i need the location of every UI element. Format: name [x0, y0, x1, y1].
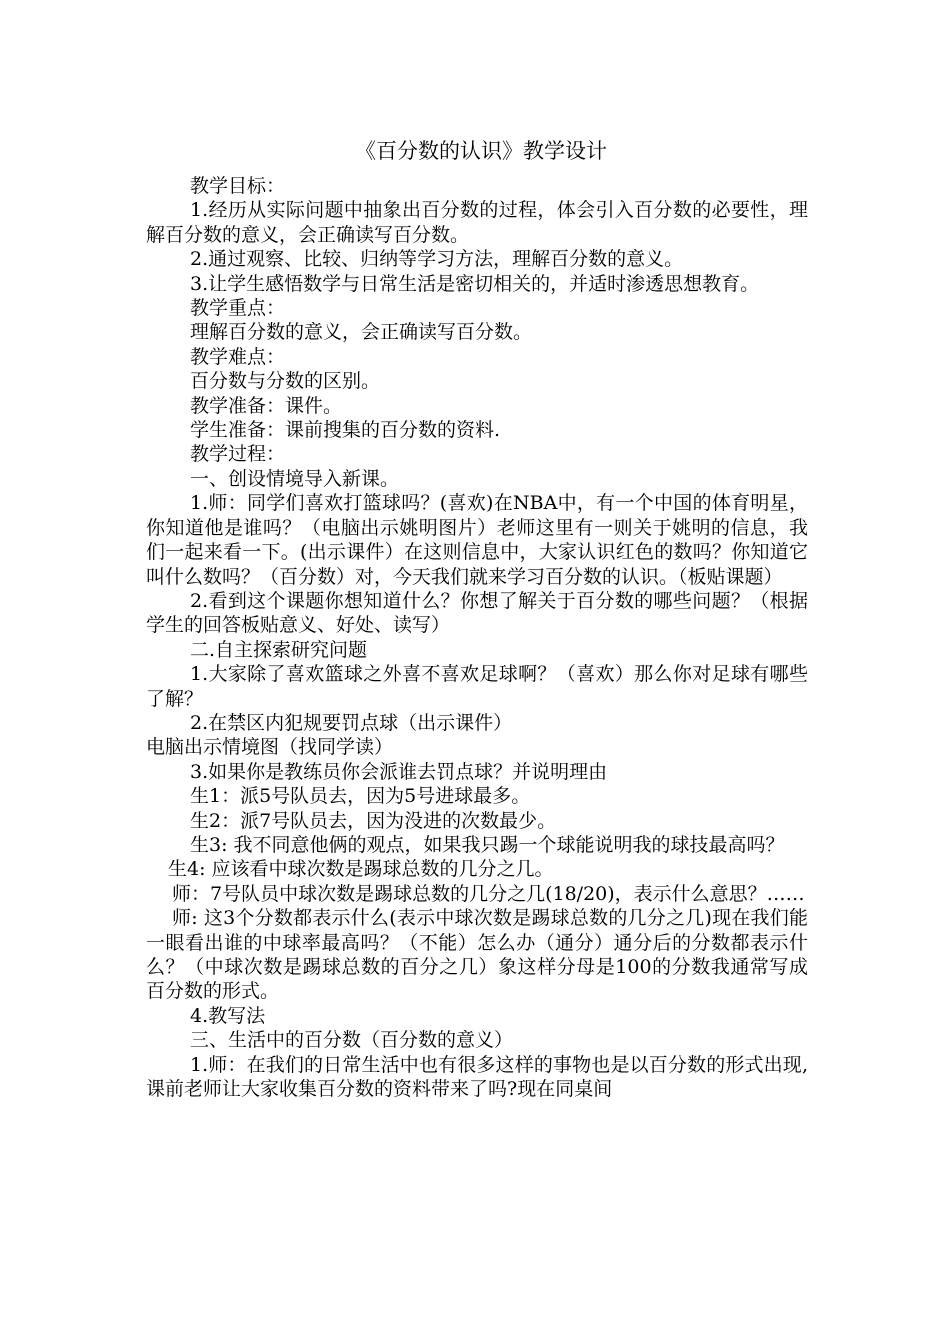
paragraph-s2-scene: 电脑出示情境图（找同学读）: [146, 736, 394, 759]
paragraph-teaching-prep: 教学准备：课件。: [190, 394, 343, 417]
paragraph-key-points-heading: 教学重点：: [190, 297, 286, 320]
paragraph-s2-item-4: 4.教写法: [190, 1004, 266, 1027]
paragraph-s1-item-1: 1.师：同学们喜欢打篮球吗？(喜欢)在NBA中，有一个中国的体育明星，你知道他是谁吗？（电脑出示姚明图片）老师这里有一则关于姚明的信息，我们一起来看一下。(出示课件）在这则信息中，大家认识红色的数吗？你知道它叫什么数吗？（百分数）对，今天我们就来学习百分数的认识。（板贴课题）: [146, 492, 808, 588]
paragraph-student-3: 生3: 我不同意他俩的观点，如果我只踢一个球能说明我的球技最高吗？: [190, 833, 785, 856]
paragraph-difficulties: 百分数与分数的区别。: [190, 370, 381, 393]
paragraph-teacher-1: 师：7号队员中球次数是踢球总数的几分之几(18/20)，表示什么意思？……: [172, 882, 805, 905]
document-title: 《百分数的认识》教学设计: [355, 139, 607, 163]
paragraph-objective-2: 2.通过观察、比较、归纳等学习方法，理解百分数的意义。: [190, 248, 684, 271]
paragraph-difficulties-heading: 教学难点：: [190, 345, 286, 368]
paragraph-section-3: 三、生活中的百分数（百分数的意义）: [190, 1029, 514, 1052]
document-page: [146, 136, 808, 1101]
paragraph-student-2: 生2：派7号队员去，因为没进的次数最少。: [190, 809, 557, 832]
paragraph-objectives-heading: 教学目标：: [190, 175, 286, 197]
paragraph-student-1: 生1：派5号队员去，因为5号进球最多。: [190, 785, 531, 808]
paragraph-objective-3: 3.让学生感悟数学与日常生活是密切相关的，并适时渗透思想教育。: [190, 272, 760, 295]
paragraph-s2-item-1: 1.大家除了喜欢篮球之外喜不喜欢足球啊？（喜欢）那么你对足球有哪些了解？: [146, 663, 808, 710]
paragraph-section-1: 一、创设情境导入新课。: [190, 467, 400, 490]
paragraph-s1-item-2: 2.看到这个课题你想知道什么？你想了解关于百分数的哪些问题？（根据学生的回答板贴意义、好处、读写）: [146, 589, 808, 637]
paragraph-teacher-2: 师: 这3个分数都表示什么(表示中球次数是踢球总数的几分之几)现在我们能一眼看出谁的中球率最高吗？（不能）怎么办（通分）通分后的分数都表示什么？（中球次数是踢球总数的百分之几）象这样分母是100的分数我通常写成百分数的形式。: [146, 907, 808, 1003]
paragraph-s2-item-3: 3.如果你是教练员你会派谁去罚点球？并说明理由: [190, 760, 608, 783]
paragraph-objective-1: 1.经历从实际问题中抽象出百分数的过程，体会引入百分数的必要性，理解百分数的意义，会正确读写百分数。: [146, 199, 808, 246]
paragraph-student-prep: 学生准备：课前搜集的百分数的资料.: [190, 419, 501, 442]
paragraph-s2-item-2: 2.在禁区内犯规要罚点球（出示课件）: [190, 711, 513, 734]
paragraph-key-points: 理解百分数的意义，会正确读写百分数。: [190, 321, 533, 344]
paragraph-section-2: 二.自主探索研究问题: [190, 638, 368, 661]
paragraph-student-4: 生4: 应该看中球次数是踢球总数的几分之几。: [168, 858, 554, 881]
paragraph-s3-item-1: 1.师：在我们的日常生活中也有很多这样的事物也是以百分数的形式出现,课前老师让大家收集百分数的资料带来了吗?现在同桌间: [146, 1053, 808, 1101]
paragraph-process-heading: 教学过程：: [190, 443, 286, 466]
